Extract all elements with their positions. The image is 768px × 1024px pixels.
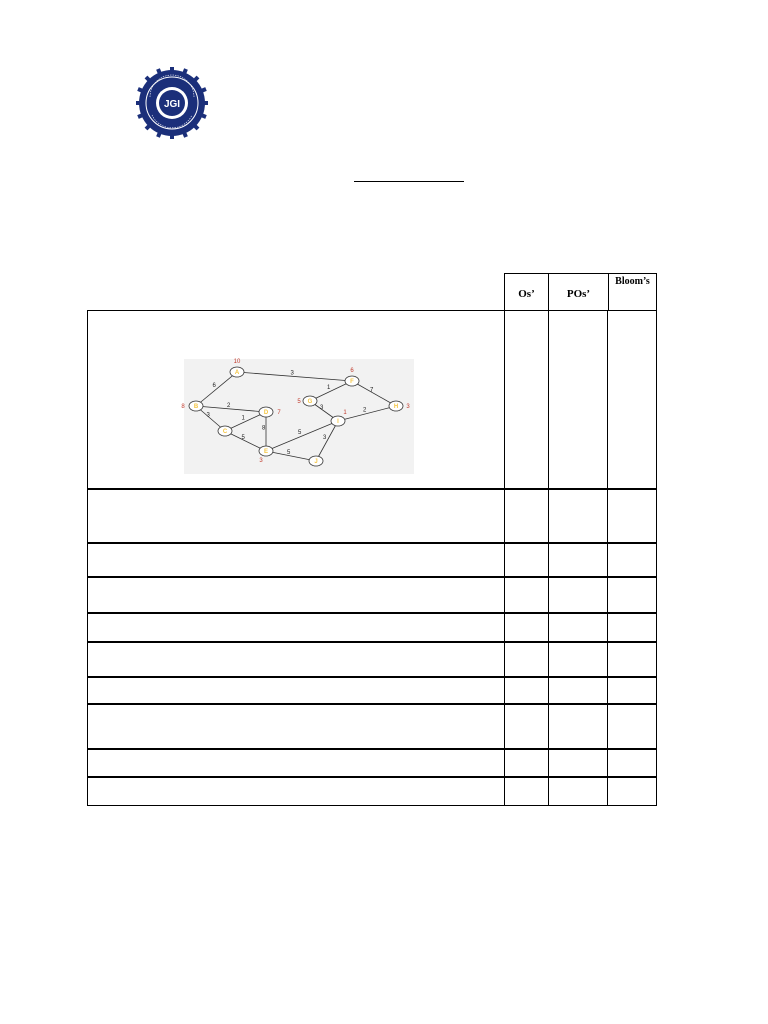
edge-weight-label: 3 xyxy=(323,435,327,441)
po-cell xyxy=(548,576,608,614)
table-row xyxy=(87,777,657,806)
blooms-cell xyxy=(607,676,657,705)
node-weight-label: 3 xyxy=(259,458,263,464)
node-label: J xyxy=(314,459,318,465)
edge-weight-label: 5 xyxy=(298,430,302,436)
node-label: D xyxy=(263,410,269,416)
question-cell xyxy=(87,488,505,544)
table-row xyxy=(87,543,657,578)
node-label: F xyxy=(350,379,354,385)
table-row xyxy=(87,311,657,490)
blooms-cell xyxy=(607,542,657,578)
co-cell xyxy=(504,748,549,778)
node-label: B xyxy=(193,404,199,410)
node-weight-label: 1 xyxy=(343,410,347,416)
edge-weight-label: 5 xyxy=(241,435,245,441)
edge-weight-label: 3 xyxy=(290,370,294,377)
question-cell xyxy=(87,542,505,578)
node-weight-label: 7 xyxy=(277,410,281,416)
edge-weight-label: 6 xyxy=(212,383,216,389)
po-cell xyxy=(548,542,608,578)
po-cell xyxy=(548,703,608,750)
question-cell xyxy=(87,576,505,614)
weighted-graph-figure xyxy=(181,359,414,474)
blooms-cell xyxy=(607,748,657,778)
edge-weight-label: 2 xyxy=(227,403,231,409)
question-cell xyxy=(87,776,505,806)
logo-text: JGI xyxy=(163,99,181,110)
table-row xyxy=(87,613,657,643)
node-weight-label: 10 xyxy=(233,359,241,365)
po-cell xyxy=(548,676,608,705)
table-row xyxy=(87,642,657,678)
edge-weight-label: 1 xyxy=(241,415,245,422)
question-cell xyxy=(87,676,505,705)
po-cell xyxy=(548,612,608,643)
node-label: E xyxy=(263,449,269,455)
co-cell xyxy=(504,576,549,614)
co-cell xyxy=(504,310,549,490)
edge-weight-label: 3 xyxy=(320,405,324,411)
table-row xyxy=(87,577,657,614)
header-pos: POs’ xyxy=(548,273,609,311)
co-cell xyxy=(504,488,549,544)
co-cell xyxy=(504,542,549,578)
node-label: C xyxy=(222,429,228,435)
table-row xyxy=(87,489,657,544)
question-cell xyxy=(87,310,505,490)
edge-weight-label: 7 xyxy=(370,387,374,394)
node-label: H xyxy=(393,404,399,410)
node-weight-label: 3 xyxy=(406,404,410,410)
edge-weight-label: 3 xyxy=(206,412,210,419)
question-cell xyxy=(87,703,505,750)
blooms-cell xyxy=(607,576,657,614)
po-cell xyxy=(548,748,608,778)
header-cos: Os’ xyxy=(504,273,549,311)
header-blooms: Bloom’s xyxy=(608,273,657,311)
co-cell xyxy=(504,676,549,705)
college-logo xyxy=(136,67,208,139)
question-cell xyxy=(87,612,505,643)
po-cell xyxy=(548,488,608,544)
node-label: G xyxy=(307,399,313,405)
node-label: A xyxy=(234,370,240,376)
node-weight-label: 5 xyxy=(297,399,301,405)
blooms-cell xyxy=(607,776,657,806)
co-cell xyxy=(504,612,549,643)
blooms-cell xyxy=(607,703,657,750)
blooms-cell xyxy=(607,612,657,643)
edge-weight-label: 8 xyxy=(262,425,266,432)
po-cell xyxy=(548,776,608,806)
edge-weight-label: 1 xyxy=(327,385,331,391)
table-row xyxy=(87,704,657,750)
table-row xyxy=(87,749,657,778)
blooms-cell xyxy=(607,310,657,490)
po-cell xyxy=(548,310,608,490)
co-cell xyxy=(504,776,549,806)
blooms-cell xyxy=(607,488,657,544)
node-weight-label: 8 xyxy=(181,404,185,410)
node-weight-label: 6 xyxy=(350,368,354,374)
co-cell xyxy=(504,703,549,750)
title-underline xyxy=(354,181,464,182)
edge-weight-label: 5 xyxy=(287,450,291,456)
blooms-cell xyxy=(607,641,657,678)
co-cell xyxy=(504,641,549,678)
po-cell xyxy=(548,641,608,678)
node-label: I xyxy=(337,419,339,425)
edge-weight-label: 2 xyxy=(363,407,367,414)
question-cell xyxy=(87,748,505,778)
table-row xyxy=(87,677,657,705)
question-cell xyxy=(87,641,505,678)
